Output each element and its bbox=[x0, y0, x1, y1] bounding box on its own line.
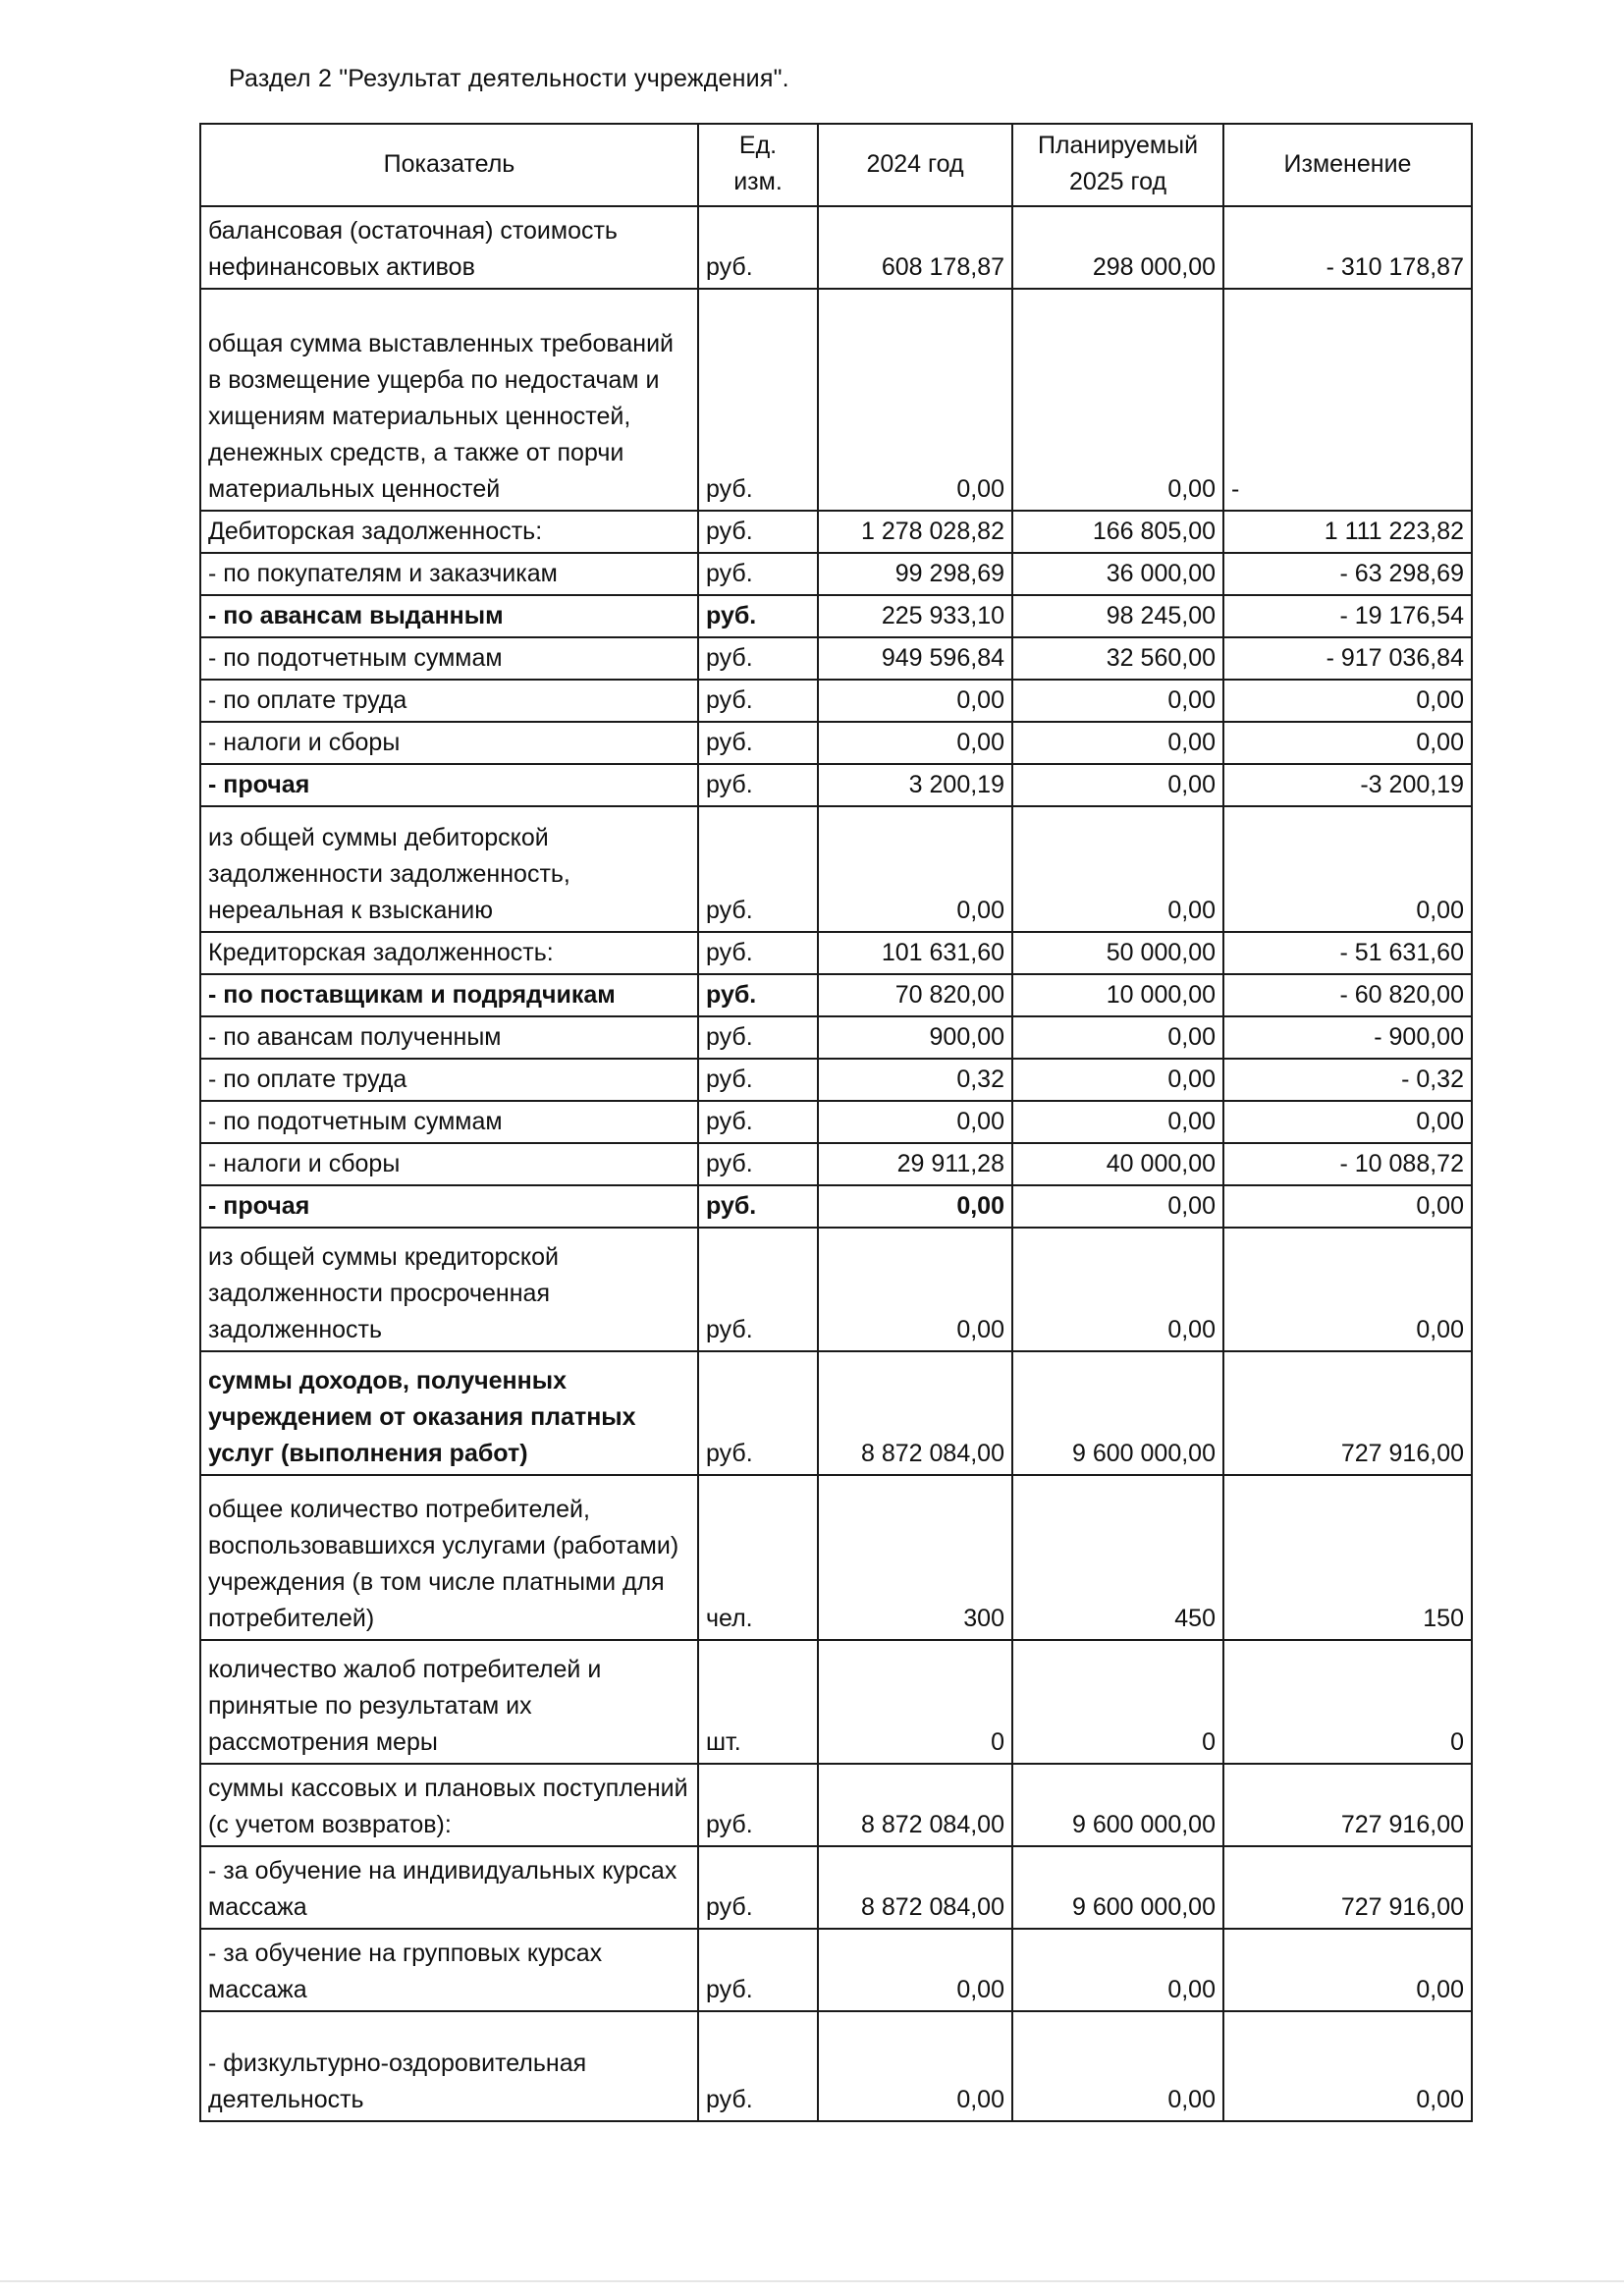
row-2024: 8 872 084,00 bbox=[818, 1351, 1012, 1475]
table-row bbox=[200, 1475, 1472, 1640]
row-2025: 0,00 bbox=[1012, 1929, 1223, 2011]
row-unit: руб. bbox=[698, 206, 818, 289]
row-change: - 310 178,87 bbox=[1223, 206, 1472, 289]
table-row bbox=[200, 511, 1472, 553]
row-label: - по подотчетным суммам bbox=[200, 1101, 698, 1143]
results-table bbox=[199, 123, 1473, 2122]
row-change: -3 200,19 bbox=[1223, 764, 1472, 806]
row-unit: руб. bbox=[698, 289, 818, 511]
table-row bbox=[200, 1143, 1472, 1185]
row-label: из общей суммы дебиторской задолженности задолженность, нереальная к взысканию bbox=[200, 806, 698, 932]
row-label: Кредиторская задолженность: bbox=[200, 932, 698, 974]
row-2024: 0,00 bbox=[818, 806, 1012, 932]
row-unit: руб. bbox=[698, 680, 818, 722]
table-row bbox=[200, 1846, 1472, 1929]
row-unit: руб. bbox=[698, 1143, 818, 1185]
row-2024: 101 631,60 bbox=[818, 932, 1012, 974]
row-2024: 29 911,28 bbox=[818, 1143, 1012, 1185]
row-2025: 0,00 bbox=[1012, 1016, 1223, 1059]
row-label: - за обучение на индивидуальных курсах массажа bbox=[200, 1846, 698, 1929]
row-unit: руб. bbox=[698, 1846, 818, 1929]
row-label: - прочая bbox=[200, 764, 698, 806]
header-unit bbox=[698, 124, 818, 206]
row-unit: руб. bbox=[698, 1351, 818, 1475]
row-2025: 0,00 bbox=[1012, 764, 1223, 806]
row-unit: руб. bbox=[698, 1101, 818, 1143]
row-change: 727 916,00 bbox=[1223, 1764, 1472, 1846]
header-unit-line1: Ед. bbox=[738, 132, 778, 159]
row-unit: руб. bbox=[698, 1764, 818, 1846]
table-row bbox=[200, 595, 1472, 637]
row-label: - налоги и сборы bbox=[200, 722, 698, 764]
row-label: суммы кассовых и плановых поступлений (с учетом возвратов): bbox=[200, 1764, 698, 1846]
table-row bbox=[200, 1016, 1472, 1059]
row-2024: 0,00 bbox=[818, 1185, 1012, 1228]
row-change: 1 111 223,82 bbox=[1223, 511, 1472, 553]
header-2024: 2024 год bbox=[818, 124, 1012, 206]
row-label: балансовая (остаточная) стоимость нефинансовых активов bbox=[200, 206, 698, 289]
row-change: 0,00 bbox=[1223, 1228, 1472, 1351]
row-2025: 0,00 bbox=[1012, 289, 1223, 511]
table-row bbox=[200, 1764, 1472, 1846]
table-row bbox=[200, 1640, 1472, 1764]
row-2025: 0,00 bbox=[1012, 1228, 1223, 1351]
row-change: - 917 036,84 bbox=[1223, 637, 1472, 680]
table-row bbox=[200, 1929, 1472, 2011]
row-2025: 32 560,00 bbox=[1012, 637, 1223, 680]
row-2025: 450 bbox=[1012, 1475, 1223, 1640]
row-unit: руб. bbox=[698, 1185, 818, 1228]
row-2024: 70 820,00 bbox=[818, 974, 1012, 1016]
row-2025: 0,00 bbox=[1012, 722, 1223, 764]
row-change: 0,00 bbox=[1223, 2011, 1472, 2121]
row-2024: 0,00 bbox=[818, 1929, 1012, 2011]
row-2024: 99 298,69 bbox=[818, 553, 1012, 595]
row-2024: 949 596,84 bbox=[818, 637, 1012, 680]
row-2025: 98 245,00 bbox=[1012, 595, 1223, 637]
row-change: 150 bbox=[1223, 1475, 1472, 1640]
row-2024: 0,00 bbox=[818, 722, 1012, 764]
row-2025: 9 600 000,00 bbox=[1012, 1764, 1223, 1846]
row-2025: 0 bbox=[1012, 1640, 1223, 1764]
row-change: - 10 088,72 bbox=[1223, 1143, 1472, 1185]
row-change: - 0,32 bbox=[1223, 1059, 1472, 1101]
table-row bbox=[200, 680, 1472, 722]
row-2025: 166 805,00 bbox=[1012, 511, 1223, 553]
table-row bbox=[200, 722, 1472, 764]
header-planned-line2: 2025 год bbox=[1068, 168, 1167, 195]
row-label: - налоги и сборы bbox=[200, 1143, 698, 1185]
row-2024: 0,32 bbox=[818, 1059, 1012, 1101]
table-row bbox=[200, 806, 1472, 932]
row-unit: руб. bbox=[698, 932, 818, 974]
row-2024: 3 200,19 bbox=[818, 764, 1012, 806]
row-2025: 9 600 000,00 bbox=[1012, 1351, 1223, 1475]
row-2024: 0,00 bbox=[818, 2011, 1012, 2121]
table-row bbox=[200, 1228, 1472, 1351]
table-row bbox=[200, 553, 1472, 595]
row-change: - 900,00 bbox=[1223, 1016, 1472, 1059]
header-row bbox=[200, 124, 1472, 206]
row-unit: руб. bbox=[698, 553, 818, 595]
table-row bbox=[200, 1059, 1472, 1101]
row-2024: 0,00 bbox=[818, 289, 1012, 511]
row-unit: руб. bbox=[698, 1016, 818, 1059]
row-change: - 19 176,54 bbox=[1223, 595, 1472, 637]
row-2024: 0,00 bbox=[818, 680, 1012, 722]
row-2024: 1 278 028,82 bbox=[818, 511, 1012, 553]
row-2025: 36 000,00 bbox=[1012, 553, 1223, 595]
row-label: - по оплате труда bbox=[200, 1059, 698, 1101]
table-row bbox=[200, 974, 1472, 1016]
row-label: из общей суммы кредиторской задолженности просроченная задолженность bbox=[200, 1228, 698, 1351]
row-unit: руб. bbox=[698, 764, 818, 806]
row-2025: 0,00 bbox=[1012, 1185, 1223, 1228]
section-title: Раздел 2 "Результат деятельности учреждения". bbox=[229, 65, 789, 92]
row-2025: 0,00 bbox=[1012, 806, 1223, 932]
header-planned-line1: Планируемый bbox=[1037, 132, 1199, 159]
row-2025: 0,00 bbox=[1012, 1101, 1223, 1143]
row-2024: 900,00 bbox=[818, 1016, 1012, 1059]
row-unit: руб. bbox=[698, 637, 818, 680]
row-unit: руб. bbox=[698, 1059, 818, 1101]
row-label: - физкультурно-оздоровительная деятельность bbox=[200, 2011, 698, 2121]
row-2025: 0,00 bbox=[1012, 2011, 1223, 2121]
row-unit: руб. bbox=[698, 2011, 818, 2121]
row-change: 727 916,00 bbox=[1223, 1846, 1472, 1929]
table-row bbox=[200, 1351, 1472, 1475]
row-label: общее количество потребителей, воспользовавшихся услугами (работами) учреждения (в том числе платными для потребителей) bbox=[200, 1475, 698, 1640]
row-unit: руб. bbox=[698, 722, 818, 764]
row-2025: 10 000,00 bbox=[1012, 974, 1223, 1016]
row-change: 0,00 bbox=[1223, 1929, 1472, 2011]
row-label: - за обучение на групповых курсах массажа bbox=[200, 1929, 698, 2011]
table-row bbox=[200, 932, 1472, 974]
header-change: Изменение bbox=[1223, 124, 1472, 206]
row-change: 0,00 bbox=[1223, 680, 1472, 722]
row-2024: 608 178,87 bbox=[818, 206, 1012, 289]
row-change: - 60 820,00 bbox=[1223, 974, 1472, 1016]
row-change: 0,00 bbox=[1223, 1185, 1472, 1228]
row-unit: руб. bbox=[698, 806, 818, 932]
row-change: 0,00 bbox=[1223, 806, 1472, 932]
row-change: 727 916,00 bbox=[1223, 1351, 1472, 1475]
row-label: - по покупателям и заказчикам bbox=[200, 553, 698, 595]
row-label: суммы доходов, полученных учреждением от оказания платных услуг (выполнения работ) bbox=[200, 1351, 698, 1475]
row-2024: 225 933,10 bbox=[818, 595, 1012, 637]
table-row bbox=[200, 1101, 1472, 1143]
row-unit: руб. bbox=[698, 974, 818, 1016]
row-2024: 0 bbox=[818, 1640, 1012, 1764]
row-2025: 40 000,00 bbox=[1012, 1143, 1223, 1185]
row-2025: 9 600 000,00 bbox=[1012, 1846, 1223, 1929]
row-label: - по оплате труда bbox=[200, 680, 698, 722]
row-change: 0 bbox=[1223, 1640, 1472, 1764]
table-row bbox=[200, 1185, 1472, 1228]
row-2025: 0,00 bbox=[1012, 1059, 1223, 1101]
row-label: общая сумма выставленных требований в возмещение ущерба по недостачам и хищениям материальных ценностей, денежных средств, а также от порчи материальных ценностей bbox=[200, 289, 698, 511]
row-2025: 0,00 bbox=[1012, 680, 1223, 722]
row-2024: 300 bbox=[818, 1475, 1012, 1640]
row-2025: 50 000,00 bbox=[1012, 932, 1223, 974]
row-unit: шт. bbox=[698, 1640, 818, 1764]
header-indicator: Показатель bbox=[200, 124, 698, 206]
row-unit: чел. bbox=[698, 1475, 818, 1640]
header-planned-2025 bbox=[1012, 124, 1223, 206]
row-2024: 0,00 bbox=[818, 1101, 1012, 1143]
table-row bbox=[200, 637, 1472, 680]
table-row bbox=[200, 289, 1472, 511]
row-2025: 298 000,00 bbox=[1012, 206, 1223, 289]
scan-edge-line bbox=[0, 2280, 1624, 2282]
table-row bbox=[200, 206, 1472, 289]
row-change: - bbox=[1223, 289, 1472, 511]
row-label: количество жалоб потребителей и принятые по результатам их рассмотрения меры bbox=[200, 1640, 698, 1764]
row-change: - 63 298,69 bbox=[1223, 553, 1472, 595]
row-unit: руб. bbox=[698, 1929, 818, 2011]
row-unit: руб. bbox=[698, 511, 818, 553]
row-2024: 0,00 bbox=[818, 1228, 1012, 1351]
row-label: - по поставщикам и подрядчикам bbox=[200, 974, 698, 1016]
row-change: 0,00 bbox=[1223, 1101, 1472, 1143]
row-label: Дебиторская задолженность: bbox=[200, 511, 698, 553]
row-label: - по авансам полученным bbox=[200, 1016, 698, 1059]
row-2024: 8 872 084,00 bbox=[818, 1764, 1012, 1846]
row-unit: руб. bbox=[698, 1228, 818, 1351]
row-change: 0,00 bbox=[1223, 722, 1472, 764]
table-row bbox=[200, 2011, 1472, 2121]
row-change: - 51 631,60 bbox=[1223, 932, 1472, 974]
row-2024: 8 872 084,00 bbox=[818, 1846, 1012, 1929]
table-row bbox=[200, 764, 1472, 806]
row-label: - прочая bbox=[200, 1185, 698, 1228]
header-unit-line2: изм. bbox=[733, 168, 783, 195]
row-unit: руб. bbox=[698, 595, 818, 637]
row-label: - по подотчетным суммам bbox=[200, 637, 698, 680]
row-label: - по авансам выданным bbox=[200, 595, 698, 637]
